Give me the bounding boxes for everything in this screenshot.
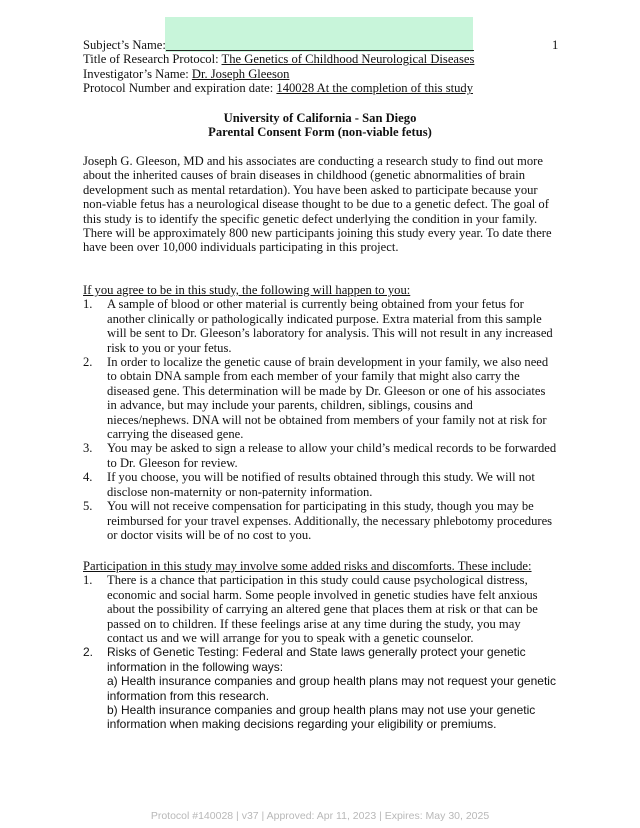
list-item <box>83 573 557 645</box>
protocol-title-line <box>83 52 563 66</box>
protocol-title-label: Title of Research Protocol: <box>83 52 222 67</box>
item-number: 1. <box>83 573 93 588</box>
intro-paragraph <box>83 154 557 255</box>
item-text: You will not receive compensation for participating in this study, though you may be reimbursed for your travel expenses. Additionally, the necessary phlebotomy procedures or doctor visits will be of no cost to you. <box>107 499 553 542</box>
list-item <box>83 297 557 355</box>
list-item <box>83 645 557 731</box>
item-number: 2. <box>83 355 93 370</box>
risks-list <box>83 573 557 731</box>
item-text: There is a chance that participation in this study could cause psychological distress, economic and social harm. Some people involved in genetic studies have felt anxious about the possibility of carrying an altered gene that places them at risk or that can be passed on to children. If these feelings arise at any time during the study, you may contact us and we will arrange for you to speak with a genetic counselor. <box>107 573 538 646</box>
document-header <box>83 38 563 96</box>
item-text: You may be asked to sign a release to allow your child’s medical records to be forwarded to Dr. Gleeson for review. <box>107 441 557 470</box>
protocol-title: The Genetics of Childhood Neurological Diseases <box>221 52 475 67</box>
genetic-testing-point-a: a) Health insurance companies and group health plans may not request your genetic information from this research. <box>107 674 556 703</box>
investigator-name: Dr. Joseph Gleeson <box>191 66 290 81</box>
institution-name: University of California - San Diego <box>223 111 417 125</box>
investigator-label: Investigator’s Name: <box>83 66 192 81</box>
subject-name-label: Subject’s Name: <box>83 38 166 52</box>
subject-name-field[interactable] <box>166 38 474 51</box>
intro-text: Joseph G. Gleeson, MD and his associates are conducting a research study to find out more about the inherited causes of brain diseases in childhood (genetic abnormalities of brain development such as mental retardation). You have been asked to participate because your non-viable fetus has a neurological disease thought to be due to a genetic defect. The goal of this study is to identify the specific genetic defect underlying the condition in your family. There will be approximately 800 new participants joining this study every year. To date there have been over 10,000 individuals participating in this project. <box>83 154 552 255</box>
genetic-testing-point-b: b) Health insurance companies and group health plans may not use your genetic information when making decisions regarding your eligibility or premiums. <box>107 703 536 732</box>
investigator-line <box>83 67 563 81</box>
item-text: In order to localize the genetic cause of brain development in your family, we also need to obtain DNA sample from each member of your family that might also carry the diseased gene. This determination will be made by Dr. Gleeson or one of his associates in advance, but may include your parents, children, siblings, cousins and nieces/nephews. DNA will not be obtained from members of your family not at risk for carrying the diseased gene. <box>107 355 549 442</box>
protocol-number-line <box>83 81 563 95</box>
risks-section <box>83 559 557 732</box>
item-text: A sample of blood or other material is currently being obtained from your fetus for another clinically or pathologically indicated purpose. Extra material from this sample will be sent to Dr. Gleeson’s laboratory for analysis. This will not result in any increased risk to you or your fetus. <box>107 297 553 355</box>
protocol-number: 140028 At the completion of this study <box>276 81 473 96</box>
item-number: 2. <box>83 645 94 660</box>
list-item <box>83 499 557 542</box>
page-number: 1 <box>552 38 559 52</box>
genetic-testing-lead: Risks of Genetic Testing: Federal and State laws generally protect your genetic information in the following ways: <box>107 645 526 674</box>
list-item <box>83 470 557 499</box>
list-item <box>83 355 557 441</box>
subject-name-line <box>83 38 563 52</box>
protocol-footer: Protocol #140028 | v37 | Approved: Apr 11, 2023 | Expires: May 30, 2025 <box>150 810 490 822</box>
item-number: 3. <box>83 441 93 456</box>
item-number: 5. <box>83 499 93 514</box>
procedures-heading: If you agree to be in this study, the following will happen to you: <box>83 283 411 297</box>
item-number: 4. <box>83 470 93 485</box>
form-name: Parental Consent Form (non-viable fetus) <box>208 125 432 140</box>
procedures-list <box>83 297 557 542</box>
item-number: 1. <box>83 297 93 312</box>
list-item <box>83 441 557 470</box>
protocol-number-label: Protocol Number and expiration date: <box>83 81 277 96</box>
item-text: If you choose, you will be notified of results obtained through this study. We will not disclose non-maternity or non-paternity information. <box>107 470 535 499</box>
form-title <box>83 111 557 140</box>
procedures-section <box>83 283 557 542</box>
risks-heading: Participation in this study may involve some added risks and discomforts. These include: <box>83 559 532 573</box>
